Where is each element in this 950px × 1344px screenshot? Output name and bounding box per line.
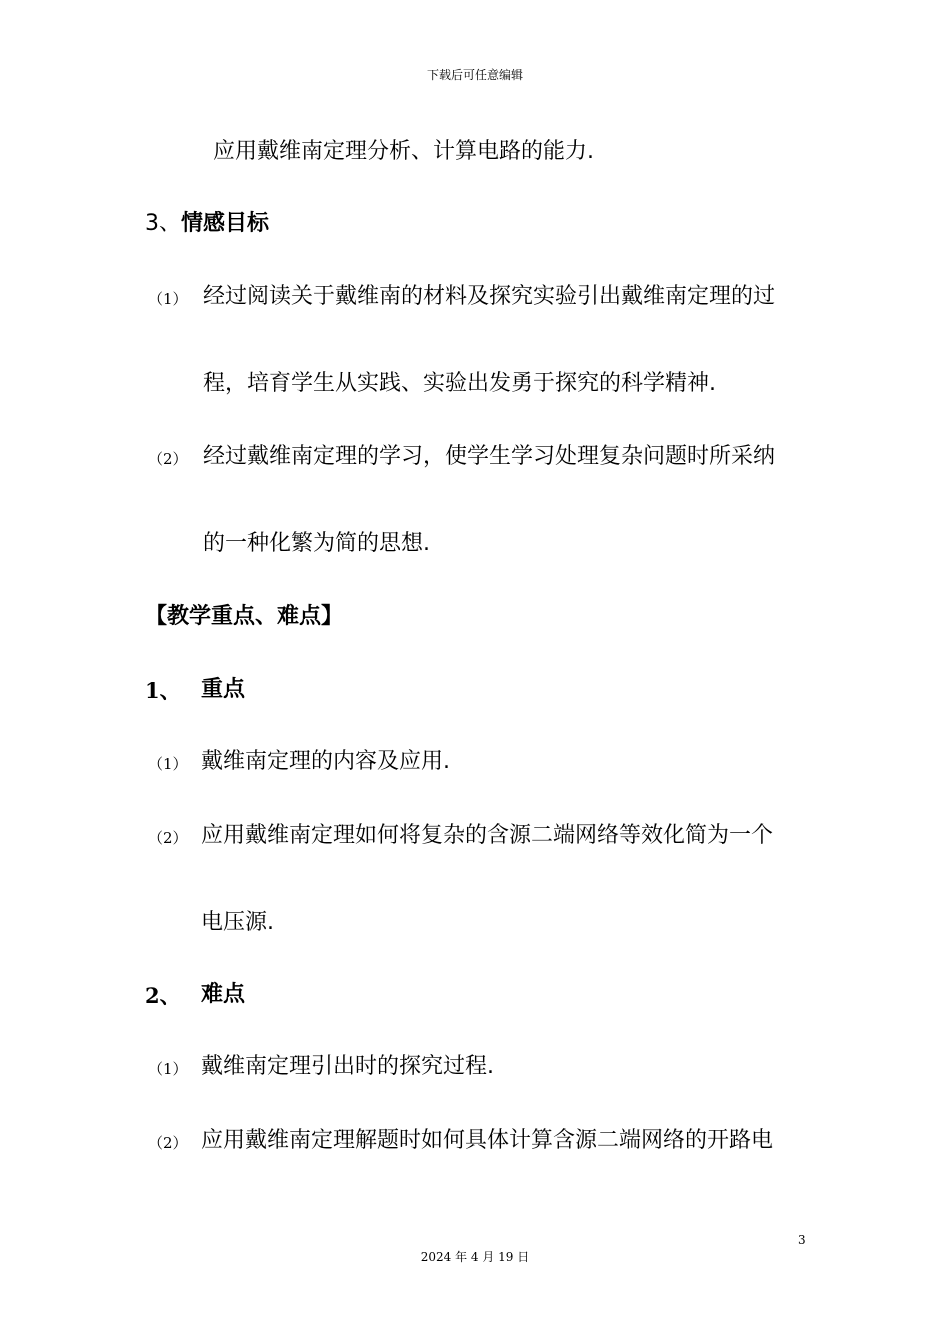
emotion-item-1-line2: 程，培育学生从实践、实验出发勇于探究的科学精神. bbox=[203, 371, 716, 396]
difficulty-number: 2、 bbox=[145, 983, 181, 1008]
focus-item-2-label: （2） bbox=[148, 829, 188, 847]
emotion-title: 情感目标 bbox=[181, 211, 270, 236]
page-number: 3 bbox=[798, 1233, 806, 1247]
emotion-heading bbox=[145, 209, 269, 239]
emotion-number: 3、 bbox=[145, 211, 181, 236]
difficulty-item-2-label: （2） bbox=[148, 1134, 188, 1152]
emotion-item-1-line1: 经过阅读关于戴维南的材料及探究实验引出戴维南定理的过 bbox=[203, 284, 776, 309]
page-header: 下载后可任意编辑 bbox=[426, 68, 523, 82]
key-difficulty-heading: 【教学重点、难点】 bbox=[145, 604, 344, 629]
focus-item-2-line2: 电压源. bbox=[201, 910, 274, 935]
emotion-item-2-line1: 经过戴维南定理的学习，使学生学习处理复杂问题时所采纳 bbox=[203, 444, 776, 469]
focus-item-1-label: （1） bbox=[148, 755, 188, 773]
difficulty-item-1-line1: 戴维南定理引出时的探究过程. bbox=[201, 1054, 494, 1079]
emotion-item-2-line2: 的一种化繁为简的思想. bbox=[203, 531, 430, 556]
ability-line: 应用戴维南定理分析、计算电路的能力. bbox=[213, 139, 594, 164]
focus-title: 重点 bbox=[201, 677, 246, 702]
emotion-item-1-label: （1） bbox=[148, 290, 188, 308]
focus-item-2-line1: 应用戴维南定理如何将复杂的含源二端网络等效化简为一个 bbox=[201, 823, 774, 848]
emotion-item-2-label: （2） bbox=[148, 450, 188, 468]
focus-item-1-line1: 戴维南定理的内容及应用. bbox=[201, 749, 450, 774]
difficulty-title: 难点 bbox=[201, 982, 246, 1007]
difficulty-item-1-label: （1） bbox=[148, 1060, 188, 1078]
focus-number: 1、 bbox=[145, 678, 181, 703]
difficulty-item-2-line1: 应用戴维南定理解题时如何具体计算含源二端网络的开路电 bbox=[201, 1128, 774, 1153]
footer-date: 2024 年 4 月 19 日 bbox=[420, 1250, 530, 1264]
